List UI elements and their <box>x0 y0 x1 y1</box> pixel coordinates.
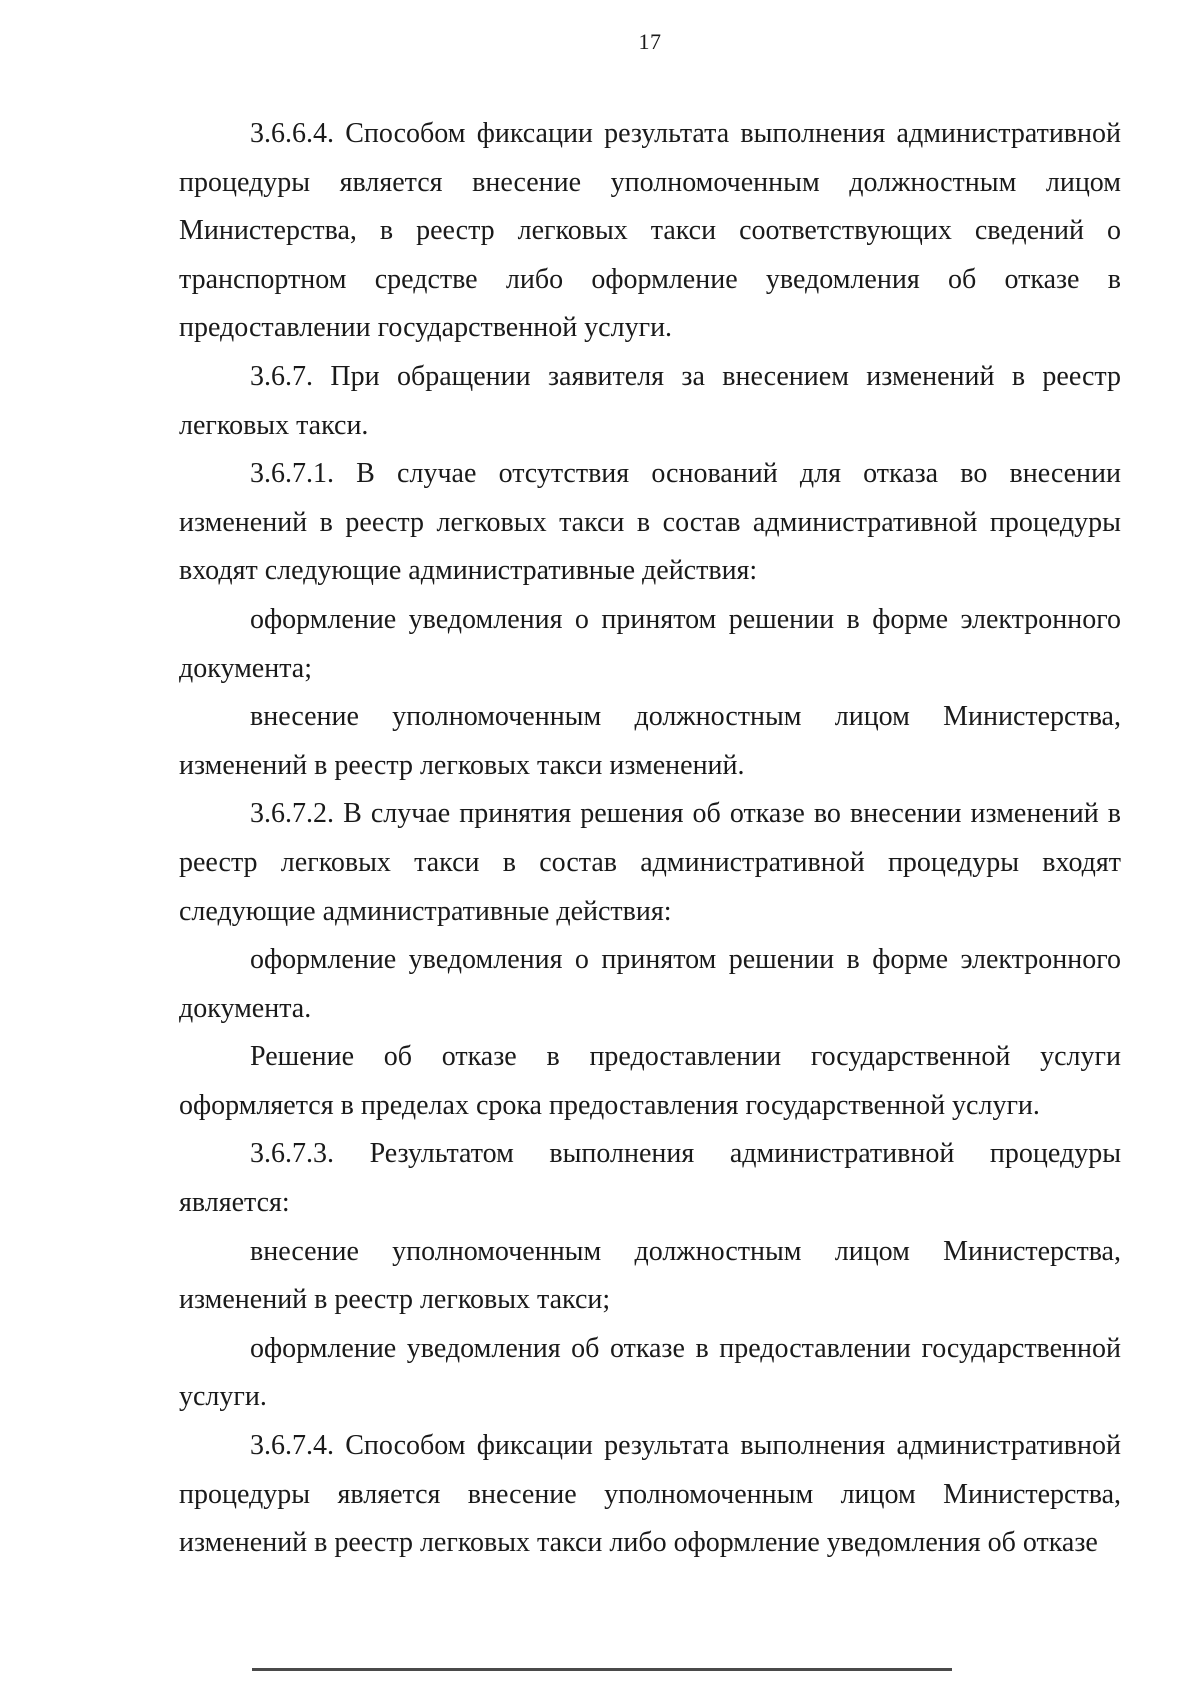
list-item-notification: оформление уведомления о принятом решении в форме электронного документа; <box>179 603 1121 684</box>
list-item-refusal-notification: оформление уведомления об отказе в предоставлении государственной услуги. <box>179 1332 1121 1413</box>
list-item-registry-entry: внесение уполномоченным должностным лицом Министерства, изменений в реестр легковых такси изменений. <box>179 701 1121 781</box>
list-item-notification: оформление уведомления о принятом решении в форме электронного документа. <box>179 944 1121 1024</box>
paragraph-3-6-7: 3.6.7. При обращении заявителя за внесением изменений в реестр легковых такси. <box>179 360 1121 441</box>
paragraph-3-6-7-3: 3.6.7.3. Результатом выполнения административной процедуры является: <box>179 1138 1121 1219</box>
document-body <box>179 110 1121 1568</box>
paragraph-3-6-6-4: 3.6.6.4. Способом фиксации результата выполнения административной процедуры является внесение уполномоченным должностным лицом Министерства, в реестр легковых такси соответствующих сведений о транспортном средстве либо оформление уведомления об отказе в предоставлении государственной услуги. <box>179 118 1121 344</box>
paragraph-refusal-decision: Решение об отказе в предоставлении государственной услуги оформляется в пределах срока предоставления государственной услуги. <box>179 1041 1121 1121</box>
paragraph-3-6-7-1: 3.6.7.1. В случае отсутствия оснований для отказа во внесении изменений в реестр легковых такси в состав административной процедуры входят следующие административные действия: <box>179 458 1121 587</box>
bottom-edge-line <box>252 1668 952 1671</box>
list-item-registry-entry: внесение уполномоченным должностным лицом Министерства, изменений в реестр легковых такси; <box>179 1235 1121 1316</box>
page-number: 17 <box>638 29 662 54</box>
paragraph-3-6-7-4: 3.6.7.4. Способом фиксации результата выполнения административной процедуры является внесение уполномоченным лицом Министерства, изменений в реестр легковых такси либо оформление уведомления об отказе <box>179 1430 1121 1559</box>
paragraph-3-6-7-2: 3.6.7.2. В случае принятия решения об отказе во внесении изменений в реестр легковых такси в состав административной процедуры входят следующие административные действия: <box>179 798 1121 927</box>
